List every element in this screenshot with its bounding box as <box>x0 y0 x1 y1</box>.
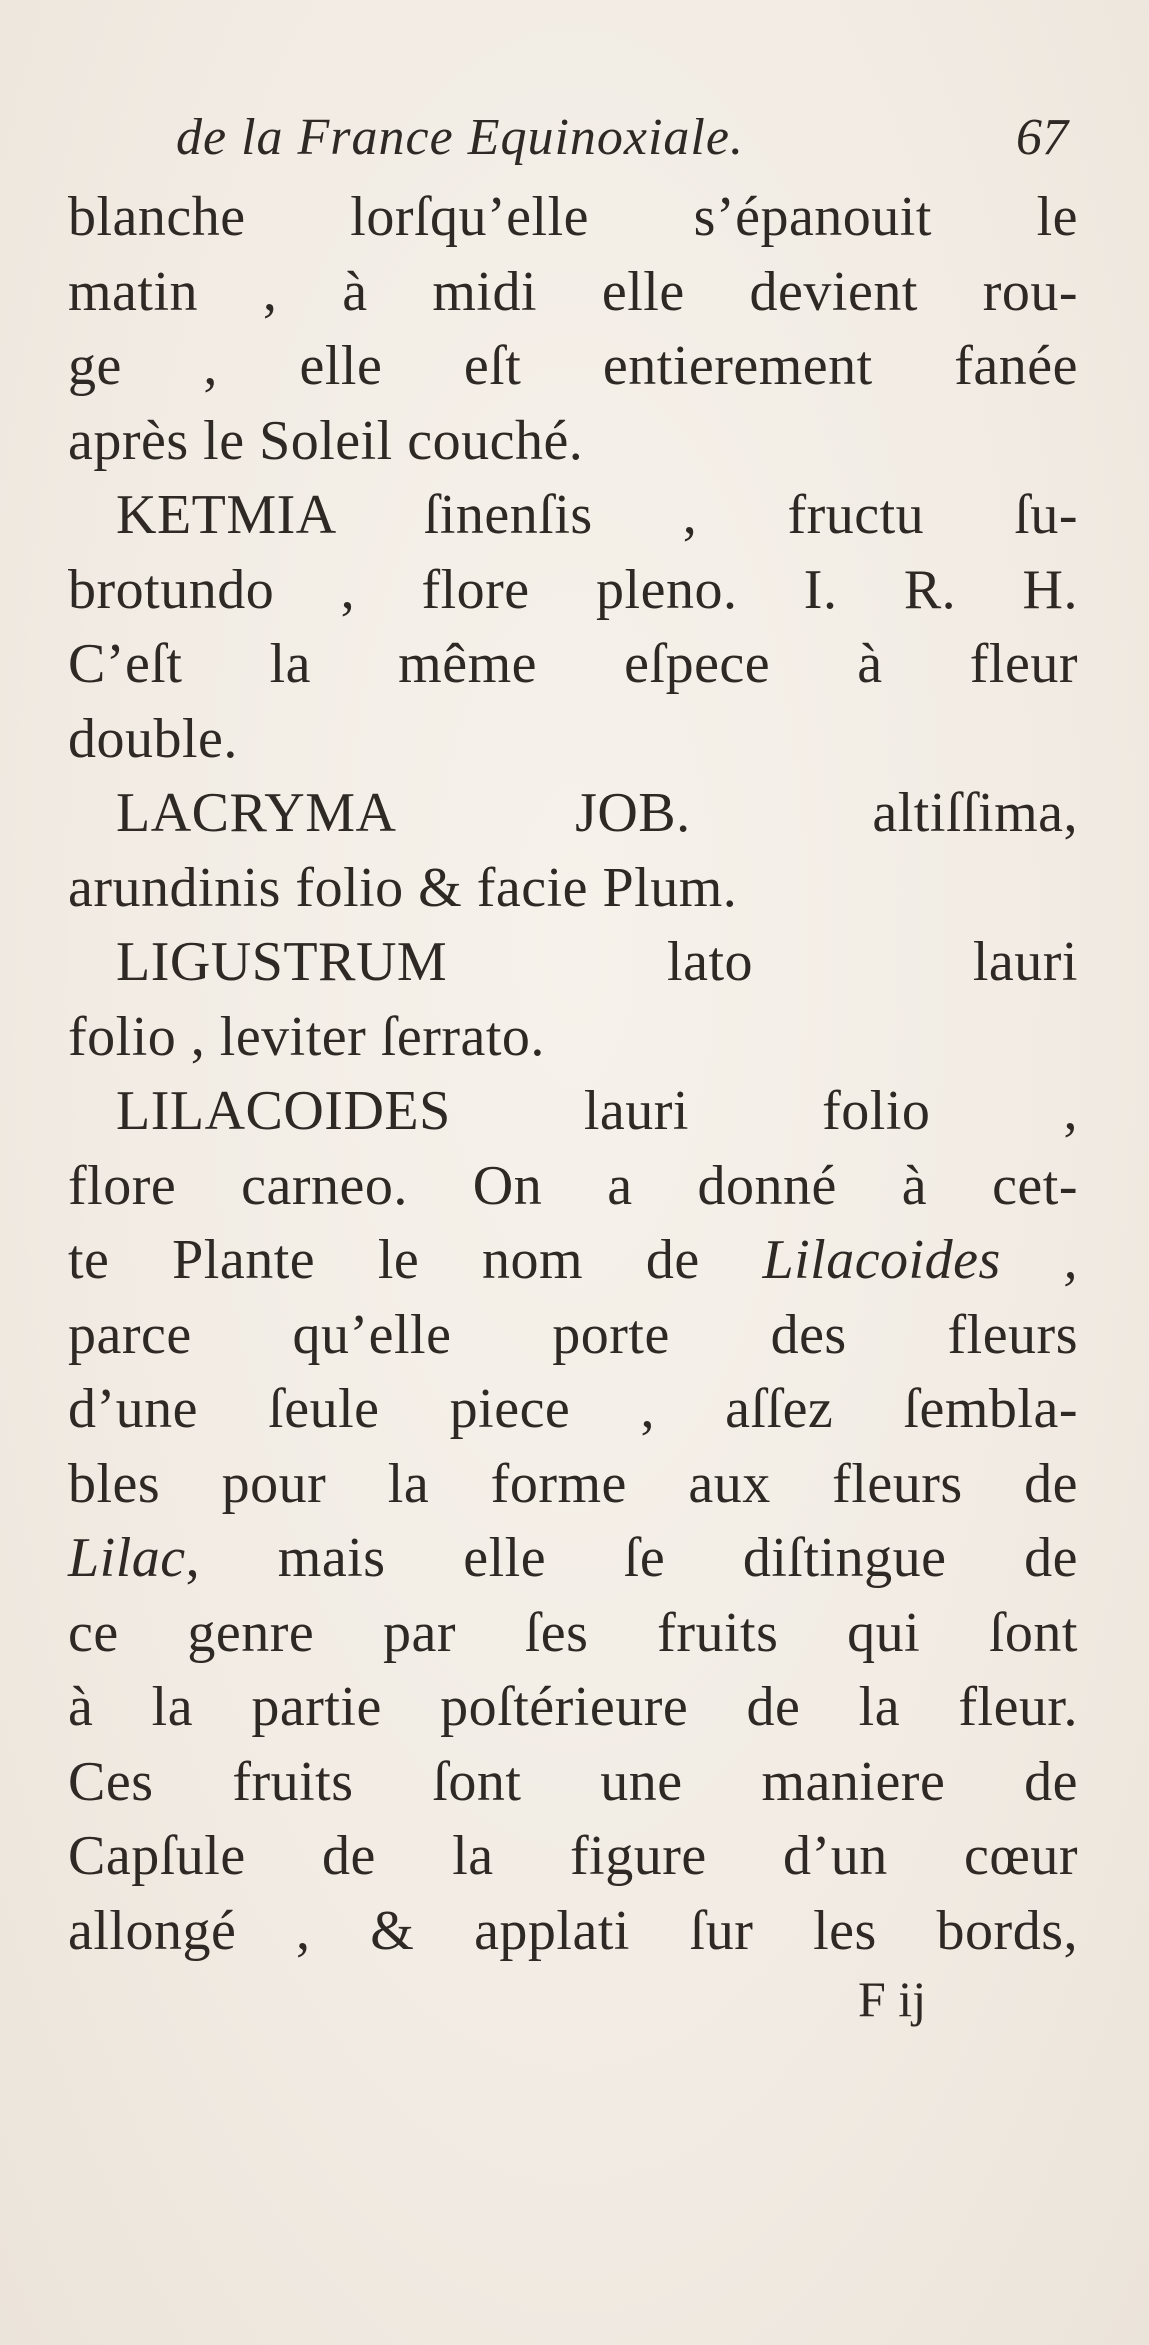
text-line <box>68 1372 1078 1447</box>
line-text: blanche lorſqu’elle s’épanouit le <box>68 186 1078 248</box>
italic-word: Lilac <box>68 1527 186 1589</box>
line-text: Capſule de la figure d’un cœur <box>68 1825 1078 1887</box>
text-line <box>68 627 1078 702</box>
running-head <box>68 96 1078 180</box>
line-text: bles pour la forme aux fleurs de <box>68 1452 1078 1515</box>
text-line <box>68 1447 1078 1522</box>
line-text: parce qu’elle porte des fleurs <box>68 1303 1078 1366</box>
text-line <box>68 1074 1078 1149</box>
line-text: LIGUSTRUM lato lauri <box>116 931 1078 993</box>
text-line <box>68 1298 1078 1373</box>
line-text: te Plante le nom de <box>68 1229 763 1291</box>
line-text: ce genre par ſes fruits qui ſont <box>68 1601 1078 1664</box>
body-text <box>68 180 1078 1968</box>
text-line <box>68 1819 1078 1894</box>
line-text: double. <box>68 707 238 770</box>
text-line <box>68 1596 1078 1671</box>
text-line <box>68 1000 1078 1075</box>
line-text: brotundo , flore pleno. I. R. H. <box>68 558 1078 621</box>
line-text: flore carneo. On a donné à cet- <box>68 1154 1078 1217</box>
text-line <box>68 404 1078 479</box>
line-text: à la partie poſtérieure de la fleur. <box>68 1676 1078 1738</box>
italic-word: Lilacoides , <box>762 1229 1079 1291</box>
text-line <box>68 1894 1078 1969</box>
text-line <box>68 851 1078 926</box>
text-line <box>68 329 1078 404</box>
signature-text: F ij <box>858 1971 927 2027</box>
line-text: , mais elle ſe diſtingue de <box>185 1527 1078 1589</box>
line-text: C’eſt la même eſpece à fleur <box>68 633 1078 695</box>
text-line <box>68 553 1078 628</box>
text-line <box>68 702 1078 777</box>
line-text: ge , elle eſt entierement fanée <box>68 335 1078 397</box>
text-line <box>68 925 1078 1000</box>
text-line <box>68 776 1078 851</box>
text-line <box>68 1521 1078 1596</box>
line-text: d’une ſeule piece , aſſez ſembla- <box>68 1378 1078 1440</box>
text-line <box>68 478 1078 553</box>
line-text: LACRYMA JOB. altiſſima, <box>116 782 1078 844</box>
signature-mark <box>68 1968 1078 2042</box>
text-line <box>68 1149 1078 1224</box>
line-text: folio , leviter ſerrato. <box>68 1005 545 1068</box>
line-text: après le Soleil couché. <box>68 409 584 472</box>
text-line <box>68 1670 1078 1745</box>
text-line <box>68 180 1078 255</box>
line-text: Ces fruits ſont une maniere de <box>68 1750 1078 1813</box>
running-head-title: de la France Equinoxiale. <box>176 109 744 166</box>
text-line <box>68 1223 1078 1298</box>
line-text: allongé , & applati ſur les bords, <box>68 1899 1078 1962</box>
line-text: arundinis folio & facie Plum. <box>68 856 738 919</box>
line-text: LILACOIDES lauri folio , <box>116 1080 1078 1142</box>
line-text: KETMIA ſinenſis , fructu ſu- <box>116 484 1078 546</box>
page-text <box>68 96 1078 2042</box>
text-line <box>68 255 1078 330</box>
line-text: matin , à midi elle devient rou- <box>68 260 1078 323</box>
text-line <box>68 1745 1078 1820</box>
page-number: 67 <box>1016 109 1068 166</box>
